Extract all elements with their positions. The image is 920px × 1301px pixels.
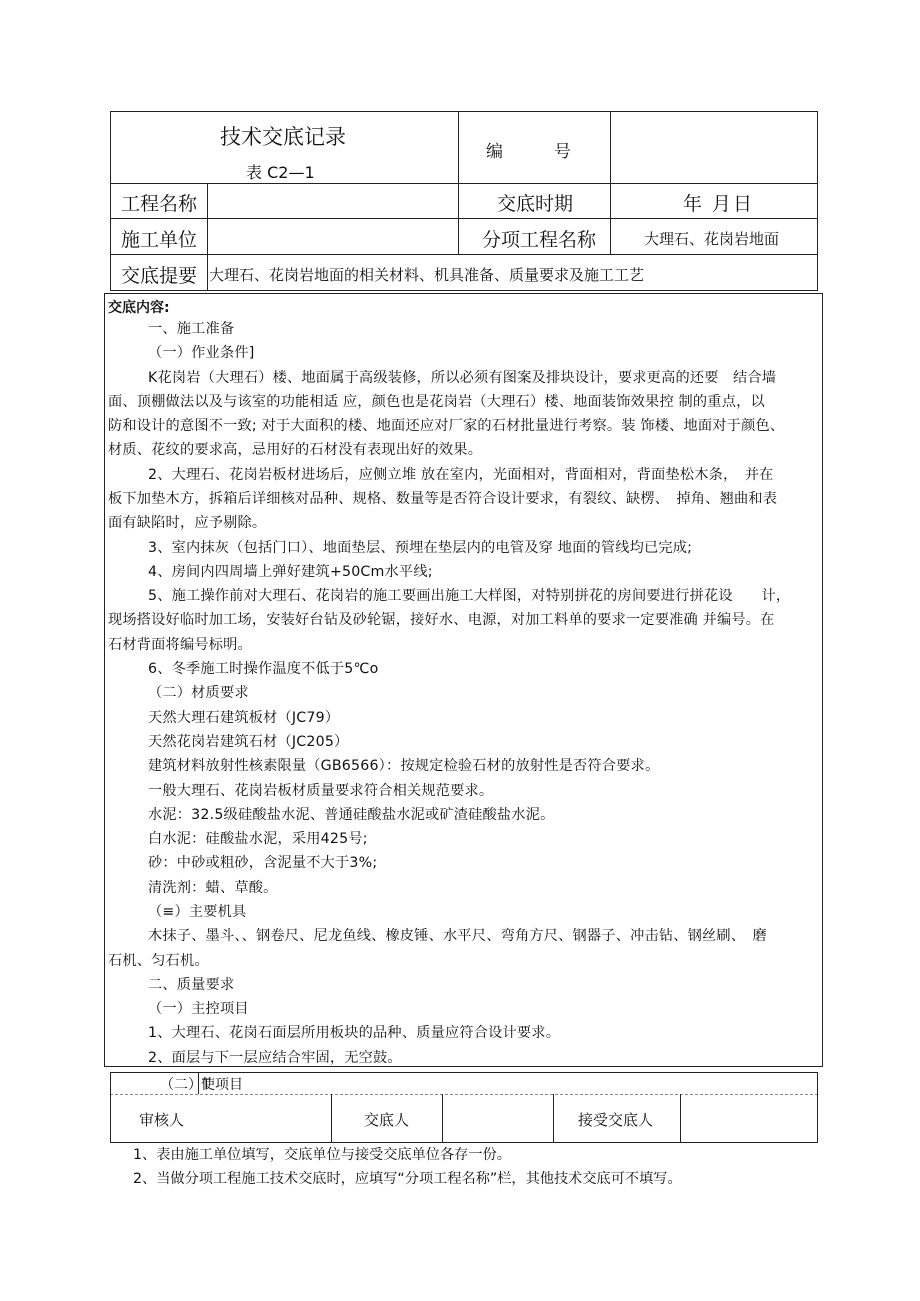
date-value[interactable]: 年 月日 bbox=[683, 193, 755, 215]
content-line: （≡）主要机具 bbox=[148, 904, 247, 920]
number-label: 编 号 bbox=[486, 142, 571, 162]
receiver-label: 接受交底人 bbox=[578, 1111, 654, 1129]
content-line: 板下加垫木方，拆箱后详细核对品种、规格、数量等是否符合设计要求，有裂纹、缺楞、 掉角、翘曲和表 bbox=[108, 491, 778, 507]
discloser-label: 交底人 bbox=[364, 1111, 410, 1129]
content-line: 石材背面将编号标明。 bbox=[108, 637, 252, 653]
content-line: 2、大理石、花岗岩板材进场后，应侧立堆 放在室内，光面相对，背面相对，背面垫松木条， 并在 bbox=[148, 467, 774, 483]
content-line: 现场搭设好临时加工场，安装好台钻及砂轮锯，接好水、电源，对加工料单的要求一定要准确 并编号。在 bbox=[108, 612, 775, 628]
content-line: 天然花岗岩建筑石材（JC205） bbox=[148, 734, 349, 750]
content-line: K花岗岩（大理石）楼、地面属于高级装修，所以必须有图案及排块设计，要求更高的还要 结合墙 bbox=[148, 370, 777, 386]
content-line: （一）作业条件] bbox=[148, 345, 255, 361]
content-line: 面有缺陷时，应予剔除。 bbox=[108, 515, 267, 531]
continuation-label-b: 使项目 bbox=[201, 1077, 243, 1093]
content-line: 二、质量要求 bbox=[148, 977, 235, 993]
content-line: 建筑材料放射性核素限量（GB6566）：按规定检验石材的放射性是否符合要求。 bbox=[148, 758, 660, 774]
note-line: 2、当做分项工程施工技术交底时，应填写“分项工程名称”栏，其他技术交底可不填写。 bbox=[133, 1171, 682, 1187]
content-line: （二）材质要求 bbox=[148, 685, 249, 701]
summary-label: 交底提要 bbox=[121, 265, 198, 287]
form-code: 表 C2—1 bbox=[246, 163, 315, 182]
content-line: 1、大理石、花岗石面层所用板块的品种、质量应符合设计要求。 bbox=[148, 1025, 561, 1041]
contractor-label: 施工单位 bbox=[121, 229, 198, 251]
content-line: 一、施工准备 bbox=[148, 321, 235, 337]
content-line: 3、室内抹灰（包括门口）、地面垫层、预埋在垫层内的电管及穿 地面的管线均已完成; bbox=[148, 540, 693, 556]
content-line: 5、施工操作前对大理石、花岗岩的施工要画出施工大样图，对特别拼花的房间要进行拼花设 计， bbox=[148, 588, 791, 604]
content-line: 石机、匀石机。 bbox=[108, 953, 209, 969]
summary-value[interactable]: 大理石、花岗岩地面的相关材料、机具准备、质量要求及施工工艺 bbox=[209, 266, 645, 284]
content-heading: 交底内容: bbox=[108, 300, 170, 316]
content-line: 防和设计的意图不一致; 对于大面积的楼、地面还应对厂家的石材批量进行考察。装 饰楼、地面对于颜色、 bbox=[108, 418, 785, 434]
content-line: 6、冬季施工时操作温度不低于5℃o bbox=[148, 661, 379, 677]
date-label: 交底时期 bbox=[497, 193, 574, 215]
subitem-label: 分项工程名称 bbox=[482, 229, 597, 251]
content-line: 材质、花纹的要求高，忌用好的石材没有表现出好的效果。 bbox=[108, 442, 483, 458]
document-title: 技术交底记录 bbox=[220, 125, 346, 149]
content-line: 一般大理石、花岗岩板材质量要求符合相关规范要求。 bbox=[148, 783, 494, 799]
content-line: （一）主控项目 bbox=[148, 1001, 249, 1017]
content-line: 4、房间内四周墙上弹好建筑+50Cm水平线; bbox=[148, 564, 433, 580]
content-line: 天然大理石建筑板材（JC79） bbox=[148, 710, 340, 726]
continuation-label-a: （二）T bbox=[160, 1077, 211, 1093]
content-line: 水泥：32.5级硅酸盐水泥、普通硅酸盐水泥或矿渣硅酸盐水泥。 bbox=[148, 807, 555, 823]
project-name-label: 工程名称 bbox=[121, 193, 198, 215]
content-line: 木抹子、墨斗、、钢卷尺、尼龙鱼线、橡皮锤、水平尺、弯角方尺、钢器子、冲击钻、钢丝刷、 磨 bbox=[148, 928, 767, 944]
subitem-value[interactable]: 大理石、花岗岩地面 bbox=[644, 230, 780, 248]
content-line: 面、顶棚做法以及与该室的功能相适 应，颜色也是花岗岩（大理石）楼、地面装饰效果控 制的重点，以 bbox=[108, 394, 765, 410]
note-line: 1、表由施工单位填写，交底单位与接受交底单位各存一份。 bbox=[133, 1147, 511, 1163]
reviewer-label: 审核人 bbox=[139, 1111, 185, 1129]
content-line: 2、面层与下一层应结合牢固，无空鼓。 bbox=[148, 1050, 402, 1066]
content-line: 清洗剂：蜡、草酸。 bbox=[148, 880, 278, 896]
content-line: 白水泥：硅酸盐水泥，采用425号; bbox=[148, 831, 368, 847]
content-line: 砂：中砂或粗砂，含泥量不大于3%; bbox=[148, 855, 378, 871]
